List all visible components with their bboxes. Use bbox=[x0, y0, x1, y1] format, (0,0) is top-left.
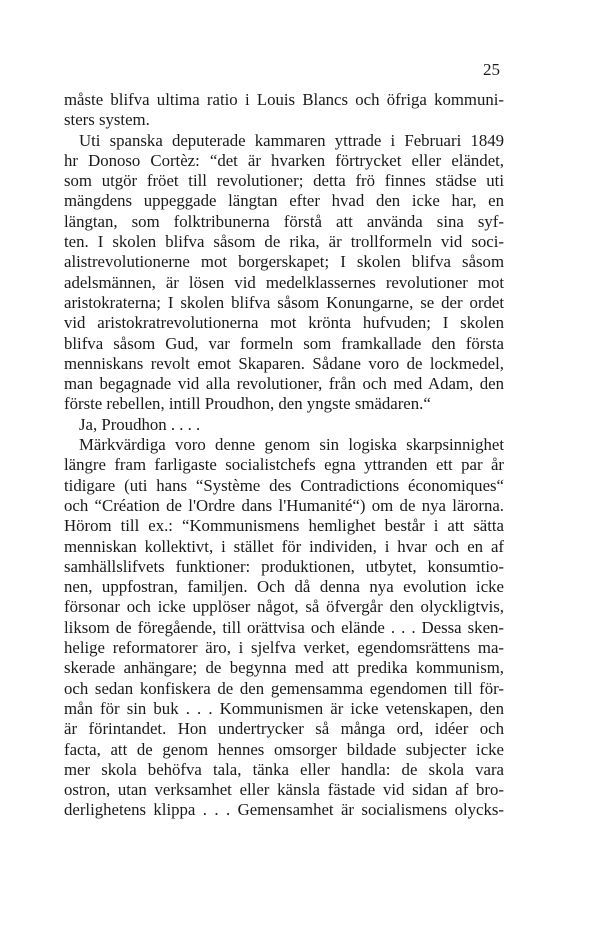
text-line: nen, uppfostran, familjen. Och då denna nya evolution icke bbox=[64, 577, 504, 597]
text-line: adelsmännen, är lösen vid medelklassernes revolutioner mot bbox=[64, 272, 504, 292]
text-line: facta, att de genom hennes omsorger bildade subjecter icke bbox=[64, 739, 504, 759]
text-line: Hörom till ex.: “Kommunismens hemlighet består i att sätta bbox=[64, 516, 504, 536]
text-line: derlighetens klippa . . . Gemensamhet är socialismens olycks- bbox=[64, 800, 504, 820]
body-text bbox=[64, 90, 504, 821]
text-line: helige reformatorer äro, i sjelfva verket, egendomsrättens ma- bbox=[64, 638, 504, 658]
text-line: måste blifva ultima ratio i Louis Blancs och öfriga kommuni- bbox=[64, 90, 504, 109]
text-line: som utgör fröet till revolutioner; detta frö finnes städse uti bbox=[64, 171, 504, 191]
text-line: vid aristokratrevolutionerna mot krönta hufvuden; I skolen bbox=[64, 313, 504, 333]
text-line: aristokraterna; I skolen blifva såsom Konungarne, se der ordet bbox=[64, 292, 504, 312]
text-line: mängdens uppeggade längtan efter hvad den icke har, en bbox=[64, 191, 504, 211]
text-line: försonar och icke upplöser något, så öfvergår den olyckligtvis, bbox=[64, 597, 504, 617]
text-line: menniskans revolt emot Skaparen. Sådane voro de lockmedel, bbox=[64, 353, 504, 373]
text-line: Ja, Proudhon . . . . bbox=[79, 414, 201, 434]
text-line: förste rebellen, intill Proudhon, den yngste smädaren.“ bbox=[64, 394, 431, 414]
page-number: 25 bbox=[483, 60, 500, 79]
text-line: hr Donoso Cortèz: “det är hvarken förtrycket eller eländet, bbox=[64, 150, 504, 170]
text-line: menniskan kollektivt, i stället för individen, i hvar och en af bbox=[64, 536, 504, 556]
text-line: man begagnade vid alla revolutioner, från och med Adam, den bbox=[64, 374, 504, 394]
text-line: längre fram farligaste socialistchefs egna yttranden ett par år bbox=[64, 455, 504, 475]
text-line: är förintandet. Hon undertrycker så många ord, idéer och bbox=[64, 719, 504, 739]
text-line: och “Création de l'Ordre dans l'Humanité“) om de nya lärorna. bbox=[64, 495, 504, 515]
text-line: ostron, utan verksamhet eller känsla fästade vid sidan af bro- bbox=[64, 780, 504, 800]
text-line: längtan, som folktribunerna förstå att använda sina syf- bbox=[64, 211, 504, 231]
text-line: skerade anhängare; de begynna med att predika kommunism, bbox=[64, 658, 504, 678]
text-line: Uti spanska deputerade kammaren yttrade i Februari 1849 bbox=[79, 130, 504, 150]
text-line: och sedan konfiskera de den gemensamma egendomen till för- bbox=[64, 678, 504, 698]
text-line: samhällslifvets funktioner: produktionen, utbytet, konsumtio- bbox=[64, 556, 504, 576]
text-line: tidigare (uti hans “Système des Contradictions économiques“ bbox=[64, 475, 504, 495]
text-line: mån för sin buk . . . Kommunismen är icke vetenskapen, den bbox=[64, 698, 504, 718]
text-line: sters system. bbox=[64, 110, 150, 130]
text-line: blifva såsom Gud, var formeln som framkallade den första bbox=[64, 333, 504, 353]
text-line: Märkvärdiga voro denne genom sin logiska skarpsinnighet bbox=[79, 435, 504, 455]
text-line: alistrevolutionerne mot borgerskapet; I skolen blifva såsom bbox=[64, 252, 504, 272]
text-line: liksom de föregående, till orättvisa och elände . . . Dessa sken- bbox=[64, 617, 504, 637]
text-line: mer skola behöfva tala, tänka eller handla: de skola vara bbox=[64, 759, 504, 779]
text-line: ten. I skolen blifva såsom de rika, är trollformeln vid soci- bbox=[64, 232, 504, 252]
